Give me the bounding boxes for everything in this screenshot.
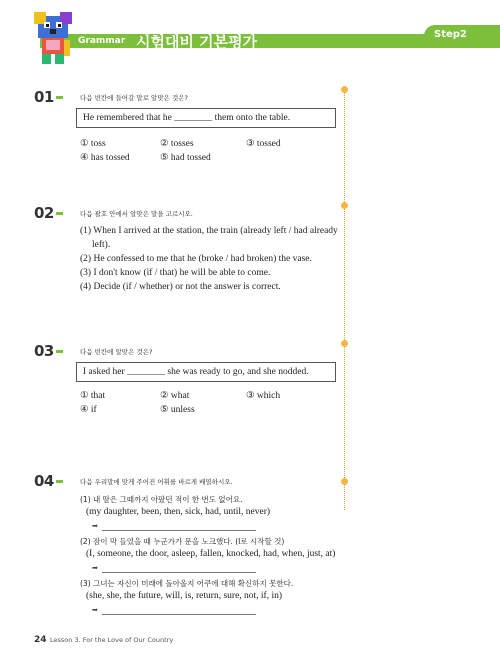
- korean-sentence: (3) 그녀는 자신이 미래에 돌아올지 어쿠에 대해 확신하지 못한다.: [80, 579, 294, 588]
- option[interactable]: ② what: [160, 391, 190, 401]
- sentence-box: He remembered that he ________ them onto the table.: [76, 108, 336, 128]
- option[interactable]: ① that: [80, 391, 106, 401]
- progress-guide-line: [344, 90, 345, 510]
- word-list: (she, she, the future, will, is, return, sure, not, if, in): [86, 591, 283, 601]
- question-prompt: 다음 빈칸에 들어갈 말로 알맞은 것은?: [80, 94, 188, 102]
- arrow-icon: ➡: [92, 564, 98, 572]
- answer-line[interactable]: [102, 572, 256, 573]
- option[interactable]: ③ which: [246, 391, 281, 401]
- question-number: 03: [34, 342, 63, 360]
- guide-dot: [341, 86, 348, 93]
- step-tab: [424, 25, 500, 47]
- option[interactable]: ⑤ had tossed: [160, 153, 211, 163]
- question-prompt: 다음 괄호 안에서 알맞은 말을 고르시오.: [80, 210, 193, 218]
- step-label: Step2: [434, 29, 467, 40]
- arrow-icon: ➡: [92, 606, 98, 614]
- arrow-icon: ➡: [92, 522, 98, 530]
- korean-sentence: (1) 내 딸은 그때까지 아팠던 적이 한 번도 없어요.: [80, 495, 243, 504]
- guide-dot: [341, 340, 348, 347]
- guide-dot: [341, 478, 348, 485]
- question-prompt: 다음 우리말에 맞게 주어진 어휘를 바르게 배열하시오.: [80, 478, 233, 486]
- option[interactable]: ③ tossed: [246, 139, 281, 149]
- word-list: (I, someone, the door, asleep, fallen, knocked, had, when, just, at): [86, 549, 336, 559]
- question-number: 04: [34, 472, 63, 490]
- question-line: (2) He confessed to me that he (broke / had broken) the vase.: [80, 254, 312, 264]
- question-number: 01: [34, 88, 63, 106]
- option[interactable]: ④ if: [80, 405, 97, 415]
- option[interactable]: ⑤ unless: [160, 405, 195, 415]
- question-line: (3) I don't know (if / that) he will be able to come.: [80, 268, 271, 278]
- question-line: left).: [92, 240, 111, 250]
- option[interactable]: ② tosses: [160, 139, 194, 149]
- question-number: 02: [34, 204, 63, 222]
- option[interactable]: ④ has tossed: [80, 153, 130, 163]
- question-line: (1) When I arrived at the station, the train (already left / had already: [80, 226, 338, 236]
- lesson-title: Lesson 3. For the Love of Our Country: [50, 636, 174, 644]
- word-list: (my daughter, been, then, sick, had, until, never): [86, 507, 271, 517]
- korean-sentence: (2) 잠이 막 들었을 때 누군가가 문을 노크했다. (I로 시작할 것): [80, 537, 285, 546]
- question-prompt: 다음 빈칸에 알맞은 것은?: [80, 348, 153, 356]
- grammar-tag: Grammar: [78, 36, 126, 46]
- answer-line[interactable]: [102, 530, 256, 531]
- answer-line[interactable]: [102, 614, 256, 615]
- option[interactable]: ① toss: [80, 139, 106, 149]
- guide-dot: [341, 202, 348, 209]
- question-line: (4) Decide (if / whether) or not the answer is correct.: [80, 282, 281, 292]
- page-title: 시험대비 기본평가: [136, 33, 258, 51]
- sentence-box: I asked her ________ she was ready to go, and she nodded.: [76, 362, 336, 382]
- koala-logo-icon: [34, 10, 72, 66]
- page-number: 24: [34, 635, 47, 645]
